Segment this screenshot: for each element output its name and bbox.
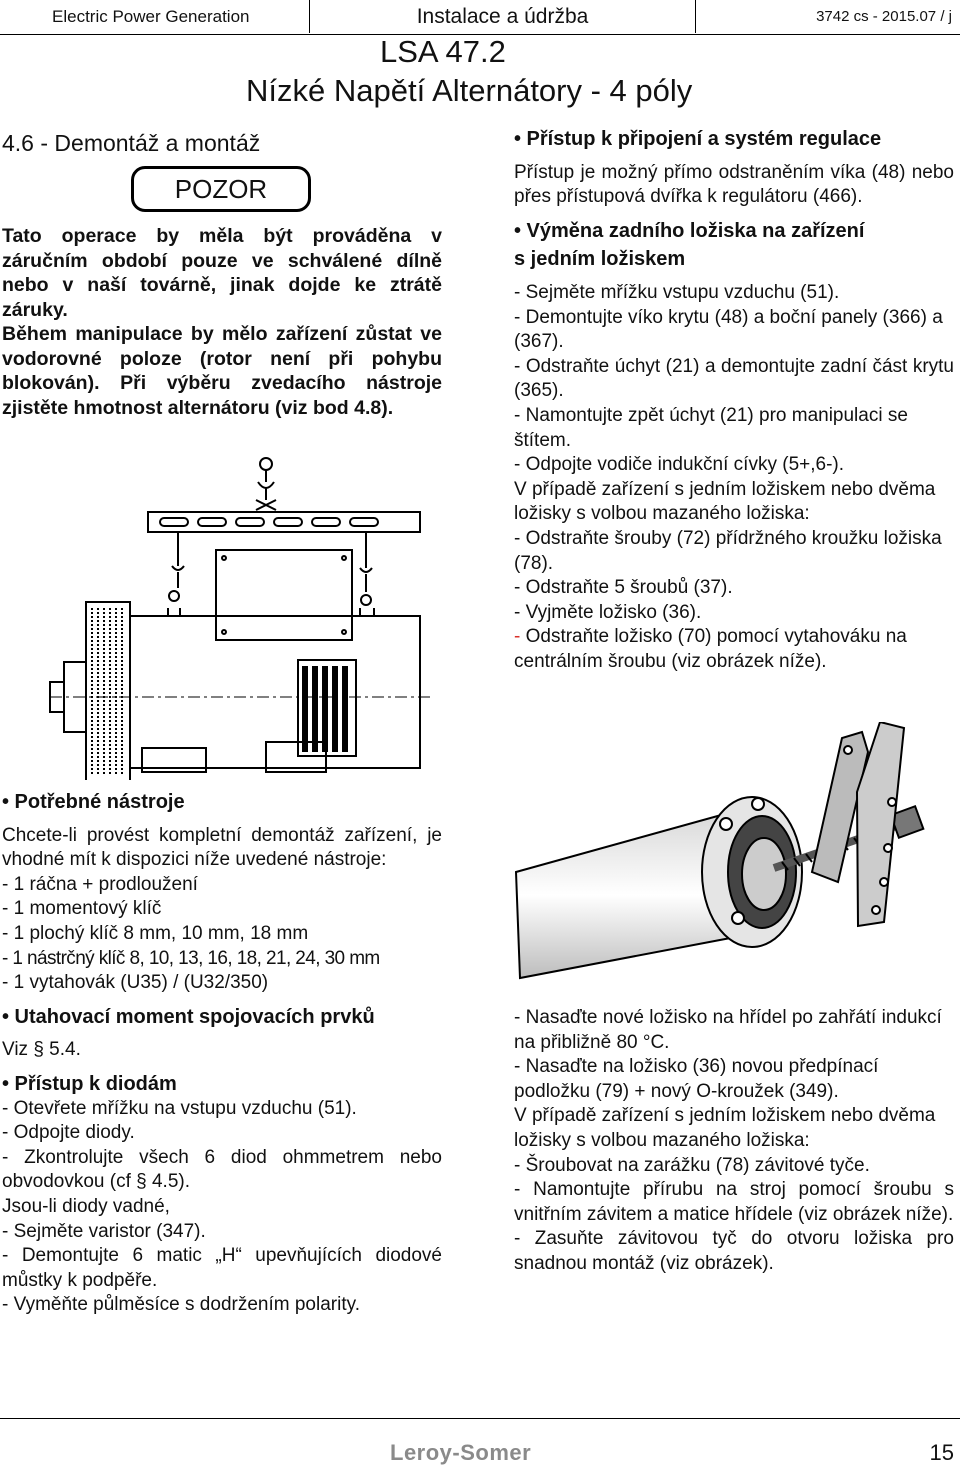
tool-item: - 1 vytahovák (U35) / (U32/350)	[2, 972, 269, 994]
reassembly-item: - Zasuňte závitovou tyč do otvoru ložiska pro snadnou montáž (viz obrázek).	[514, 1228, 954, 1274]
bearing-item: - Odstraňte 5 šroubů (37).	[514, 577, 733, 599]
reassembly-item: - Šroubovat na zarážku (78) závitové tyče.	[514, 1154, 870, 1176]
reassembly-item: - Namontujte přírubu na stroj pomocí šroubu s vnitřním závitem a matice hřídele (viz obrázek níže).	[514, 1179, 954, 1225]
page-number: 15	[929, 1440, 954, 1465]
access-heading: • Přístup k připojení a systém regulace	[514, 128, 882, 150]
warning-label: POZOR	[131, 166, 311, 212]
access-text: Přístup je možný přímo odstraněním víka (48) nebo přes přístupová dvířka k regulátoru (466).	[514, 161, 954, 208]
bearing-item-last	[514, 625, 954, 674]
page-header	[0, 0, 960, 35]
bearing-item: - Namontujte zpět úchyt (21) pro manipulaci se štítem.	[514, 404, 908, 451]
footer-rule	[0, 1418, 960, 1419]
bearing-puller-figure	[512, 722, 956, 984]
bearing-heading-1: • Výměna zadního ložiska na zařízení	[514, 219, 865, 242]
diodes-heading: • Přístup k diodám	[2, 1072, 177, 1095]
bearing-item: - Odpojte vodiče indukční cívky (5+,6-).	[514, 454, 845, 476]
right-column-upper	[514, 127, 954, 674]
brand-logo: Leroy-Somer	[390, 1440, 532, 1465]
right-column-lower	[514, 1006, 954, 1277]
bearing-item: - Sejměte mřížku vstupu vzduchu (51).	[514, 281, 840, 303]
bearing-item: - Demontujte víko krytu (48) a boční panely (366) a (367).	[514, 306, 943, 353]
diode-item: Jsou-li diody vadné,	[2, 1195, 170, 1217]
diode-item: - Odpojte diody.	[2, 1122, 135, 1144]
warning-text-1: Tato operace by měla být prováděna v záručním období pouze ve schválené dílně nebo v naší továrně, jinak dojde ke ztrátě záruky.	[2, 225, 442, 321]
diode-item: - Vyměňte půlměsíce s dodržením polarity.	[2, 1294, 360, 1316]
product-subtitle: Nízké Napětí Alternátory - 4 póly	[246, 73, 693, 108]
left-column	[2, 790, 442, 1318]
tool-item: - 1 ráčna + prodloužení	[2, 873, 198, 895]
tools-intro: Chcete-li provést kompletní demontáž zařízení, je vhodné mít k dispozici níže uvedené nástroje:	[2, 824, 442, 871]
torque-text: Viz § 5.4.	[2, 1039, 81, 1061]
bearing-last-dash: -	[514, 626, 521, 648]
header-company: Electric Power Generation	[0, 0, 310, 33]
diode-item: - Sejměte varistor (347).	[2, 1220, 206, 1242]
torque-heading: • Utahovací moment spojovacích prvků	[2, 1005, 375, 1028]
bearing-last-text: Odstraňte ložisko (70) pomocí vytahováku na centrálním šroubu (viz obrázek níže).	[514, 626, 907, 672]
tool-item: - 1 momentový klíč	[2, 898, 162, 920]
bearing-heading-2: s jedním ložiskem	[514, 248, 686, 271]
tool-item: - 1 nástrčný klíč 8, 10, 13, 16, 18, 21, 24, 30 mm	[2, 947, 380, 969]
diode-item: - Demontujte 6 matic „H“ upevňujících diodové můstky k podpěře.	[2, 1245, 442, 1291]
warning-text-2: Během manipulace by mělo zařízení zůstat ve vodorovné poloze (rotor není při pohybu blokován). Při výběru zvedacího nástroje zjistěte hmotnost alternátoru (viz bod 4.8).	[2, 323, 442, 419]
bearing-item: - Odstraňte šrouby (72) přídržného kroužku ložiska (78).	[514, 527, 942, 574]
reassembly-item: - Nasaďte na ložisko (36) novou předpínací podložku (79) + nový O-kroužek (349).	[514, 1056, 879, 1102]
diode-item: - Otevřete mřížku na vstupu vzduchu (51).	[2, 1097, 357, 1119]
bearing-item: - Odstraňte úchyt (21) a demontujte zadní část krytu (365).	[514, 355, 954, 402]
header-section: Instalace a údržba	[310, 0, 696, 33]
warning-text	[2, 224, 442, 420]
header-doc-ref: 3742 cs - 2015.07 / j	[816, 8, 952, 25]
tools-heading: • Potřebné nástroje	[2, 791, 185, 813]
reassembly-item: - Nasaďte nové ložisko na hřídel po zahřátí indukcí na přibližně 80 °C.	[514, 1007, 942, 1053]
diode-item: - Zkontrolujte všech 6 diod ohmmetrem nebo obvodovkou (cf § 4.5).	[2, 1146, 442, 1193]
section-title: 4.6 - Demontáž a montáž	[2, 130, 261, 156]
hoisting-figure	[20, 448, 440, 780]
tool-item: - 1 plochý klíč 8 mm, 10 mm, 18 mm	[2, 922, 309, 944]
reassembly-item: V případě zařízení s jedním ložiskem nebo dvěma ložisky s volbou mazaného ložiska:	[514, 1105, 936, 1151]
bearing-item: V případě zařízení s jedním ložiskem nebo dvěma ložisky s volbou mazaného ložiska:	[514, 478, 936, 525]
bearing-item: - Vyjměte ložisko (36).	[514, 601, 702, 623]
product-title: LSA 47.2	[380, 34, 506, 69]
